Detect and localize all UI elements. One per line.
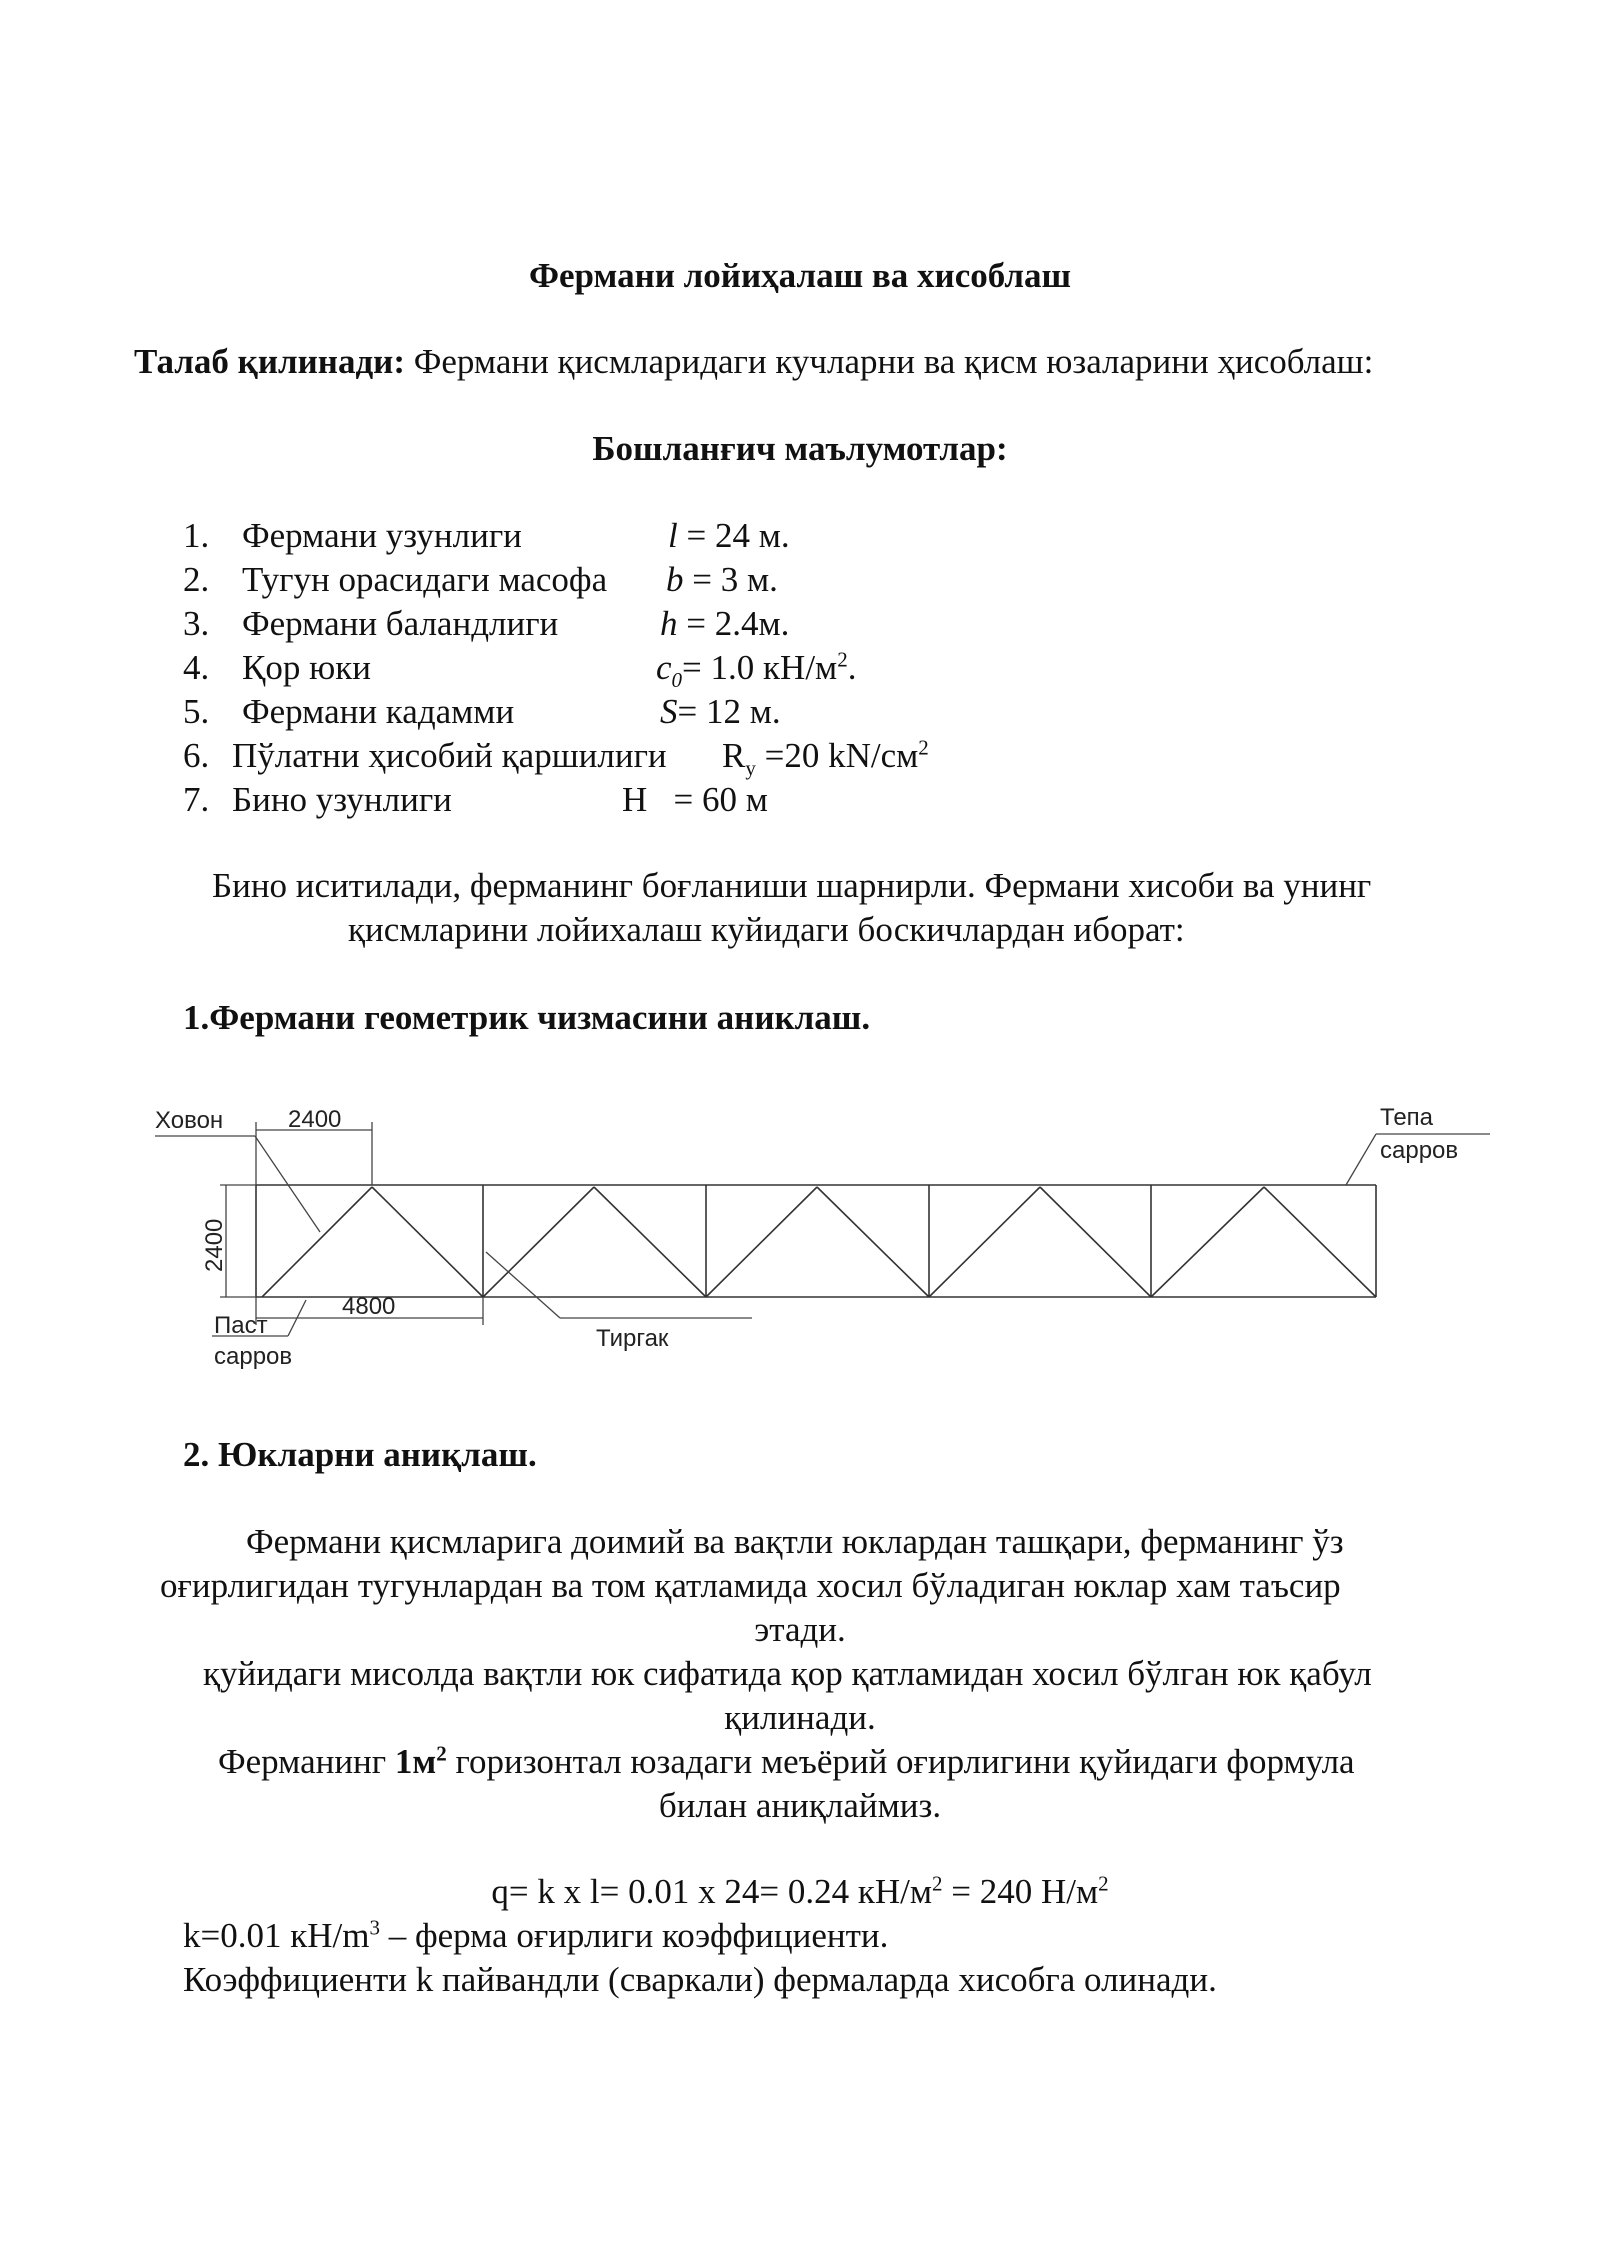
diagonal-member	[262, 1187, 372, 1297]
label-dim-bottom: 4800	[342, 1293, 396, 1320]
section-1-heading: 1.Фермани геометрик чизмасини аниклаш.	[183, 998, 871, 1037]
tirgak-leader	[486, 1252, 560, 1318]
truss-lines	[256, 1185, 1376, 1297]
hovon-leader	[255, 1136, 320, 1232]
label-tepa-2: сарров	[1380, 1137, 1459, 1164]
coefficient-line: k=0.01 $кН/m^3$ – ферма оғирлиги коэффициенти.	[183, 1915, 889, 1955]
diagonal-member	[929, 1187, 1040, 1297]
formula: q= k x l= 0.01 x 24= 0.24 $кН/м^2 = 240$ $Н/м^2$	[491, 1871, 1109, 1911]
param-label: Тугун орасидаги масофа	[242, 560, 608, 599]
param-label: Қор юки	[242, 648, 371, 687]
label-dim-top: 2400	[288, 1106, 342, 1133]
diagonal-member	[1040, 1187, 1151, 1297]
param-value: h = 2.4м.	[660, 604, 790, 643]
param-number: 1.	[183, 516, 210, 555]
para-line-4: қуйидаги мисолда вақтли юк сифатида қор қатламидан хосил бўлган юк қабул	[203, 1654, 1372, 1693]
param-number: 5.	[183, 692, 210, 731]
requirement-label: Талаб қилинади:	[134, 342, 405, 381]
param-value: H = 60 м	[622, 780, 768, 819]
param-number: 7.	[183, 780, 210, 819]
label-dim-left: 2400	[201, 1218, 228, 1272]
label-tepa-1: Тепа	[1380, 1104, 1434, 1131]
para-line-1: Фермани қисмларига доимий ва вақтли юклардан ташқари, ферманинг ўз	[246, 1522, 1344, 1561]
diagonal-member	[817, 1187, 929, 1297]
note-line: Коэффициенти k пайвандли (сваркали) фермаларда хисобга олинади.	[183, 1960, 1217, 1999]
label-past-1: Паст	[214, 1312, 268, 1339]
param-label: Фермани баландлиги	[242, 604, 559, 643]
para-line-7: билан аниқлаймиз.	[658, 1786, 942, 1825]
initial-data-heading: Бошланғич маълумотлар:	[592, 429, 1008, 468]
param-label: Пўлатни ҳисобий қаршилиги	[232, 736, 667, 775]
diagonal-member	[372, 1187, 483, 1297]
param-number: 6.	[183, 736, 210, 775]
param-number: 2.	[183, 560, 210, 599]
label-tirgak: Тиргак	[596, 1325, 669, 1352]
page-title: Фермани лойиҳалаш ва хисоблаш	[528, 256, 1072, 295]
para-line-3: этади.	[754, 1610, 846, 1649]
param-number: 3.	[183, 604, 210, 643]
para-line-2: оғирлигидан тугунлардан ва том қатламида хосил бўладиган юклар хам таъсир	[160, 1566, 1341, 1605]
param-label: Бино узунлиги	[232, 780, 452, 819]
section-2-heading: 2. Юкларни аниқлаш.	[183, 1435, 537, 1474]
diagonal-member	[483, 1187, 594, 1297]
param-value: $c_0= 1.0$ $кН/м^2$.	[656, 647, 857, 692]
label-hovon: Ховон	[155, 1107, 224, 1134]
para-line-6: Ферманинг $1м^2$ горизонтал юзадаги меъёрий оғирлигини қуйидаги формула	[218, 1741, 1355, 1781]
intro-line-2: қисмларини лойихалаш куйидаги боскичлардан иборат:	[348, 910, 1185, 949]
diagonal-member	[1264, 1187, 1376, 1297]
diagonal-member	[1151, 1187, 1264, 1297]
tepa-leader	[1346, 1134, 1376, 1185]
diagonal-member	[594, 1187, 706, 1297]
requirement-text: Фермани қисмларидаги кучларни ва қисм юзаларини ҳисоблаш:	[405, 342, 1374, 381]
diagonal-member	[706, 1187, 817, 1297]
param-label: Фермани кадамми	[242, 692, 515, 731]
label-past-2: сарров	[214, 1343, 293, 1370]
param-number: 4.	[183, 648, 210, 687]
param-value: l = 24 м.	[668, 516, 790, 555]
intro-line-1: Бино иситилади, ферманинг боғланиши шарнирли. Фермани хисоби ва унинг	[212, 866, 1372, 905]
para-line-5: қилинади.	[724, 1698, 876, 1737]
param-label: Фермани узунлиги	[242, 516, 522, 555]
param-value: b = 3 м.	[666, 560, 778, 599]
param-value: S= 12 м.	[660, 692, 781, 731]
param-value: $R_y =20$ $kN/см^2$	[722, 735, 929, 780]
